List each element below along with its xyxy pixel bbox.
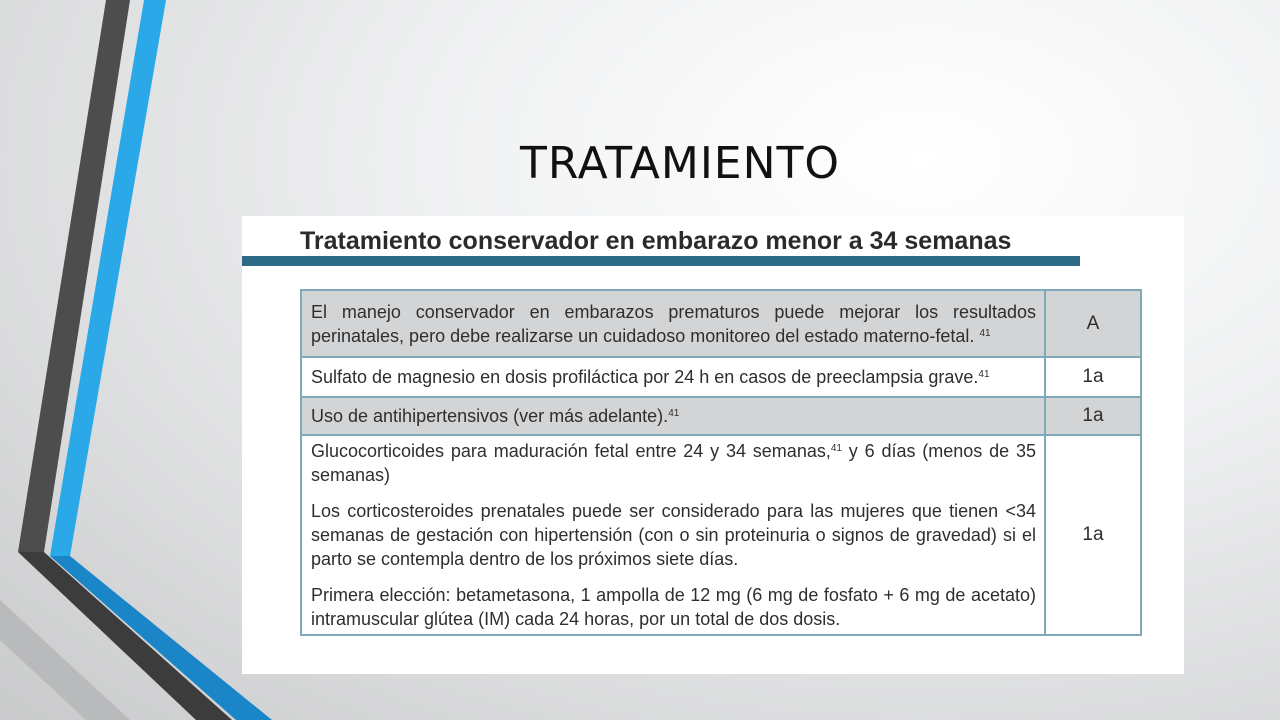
recommendation-paragraph: Los corticosteroides prenatales puede ser considerado para las mujeres que tienen <34 semanas de gestación con hipertensión (con o sin proteinuria o signos de gravedad) si el parto se contempla dentro de los próximos siete días. [311, 501, 1036, 569]
recommendation-cell: Uso de antihipertensivos (ver más adelante).$^{41}$ [301, 397, 1045, 435]
grade-cell: 1a [1045, 397, 1141, 435]
recommendation-cell [301, 435, 1045, 635]
reference-superscript: 41 [830, 443, 842, 454]
grade-cell: A [1045, 290, 1141, 357]
reference-superscript: 41 [978, 369, 990, 380]
recommendation-cell: El manejo conservador en embarazos prematuros puede mejorar los resultados perinatales, pero debe realizarse un cuidadoso monitoreo del estado materno-fetal. $^{41}$ [301, 290, 1045, 357]
reference-superscript: 41 [668, 408, 680, 419]
recommendation-table-image [242, 216, 1184, 674]
recommendations-table [300, 289, 1142, 636]
reference-superscript: 41 [979, 327, 991, 339]
dark-stripe-lower [18, 552, 232, 720]
recommendation-paragraph: Glucocorticoides para maduración fetal entre 24 y 34 semanas,$^{41}$ y 6 días (menos de 35 semanas) [311, 441, 1036, 485]
grade-cell: 1a [1045, 357, 1141, 397]
recommendation-paragraph: Primera elección: betametasona, 1 ampolla de 12 mg (6 mg de fosfato + 6 mg de acetato) intramuscular glútea (IM) cada 24 horas, por un total de dos dosis. [311, 585, 1036, 629]
heading-underline [242, 256, 1080, 266]
table-row [301, 435, 1141, 635]
table-row [301, 397, 1141, 435]
table-row [301, 357, 1141, 397]
grade-cell: 1a [1045, 435, 1141, 635]
recommendation-cell: Sulfato de magnesio en dosis profiláctica por 24 h en casos de preeclampsia grave.$^{41}$ [301, 357, 1045, 397]
table-row [301, 290, 1141, 357]
table-heading: Tratamiento conservador en embarazo menor a 34 semanas [300, 227, 1012, 255]
slide-title: TRATAMIENTO [519, 138, 841, 189]
